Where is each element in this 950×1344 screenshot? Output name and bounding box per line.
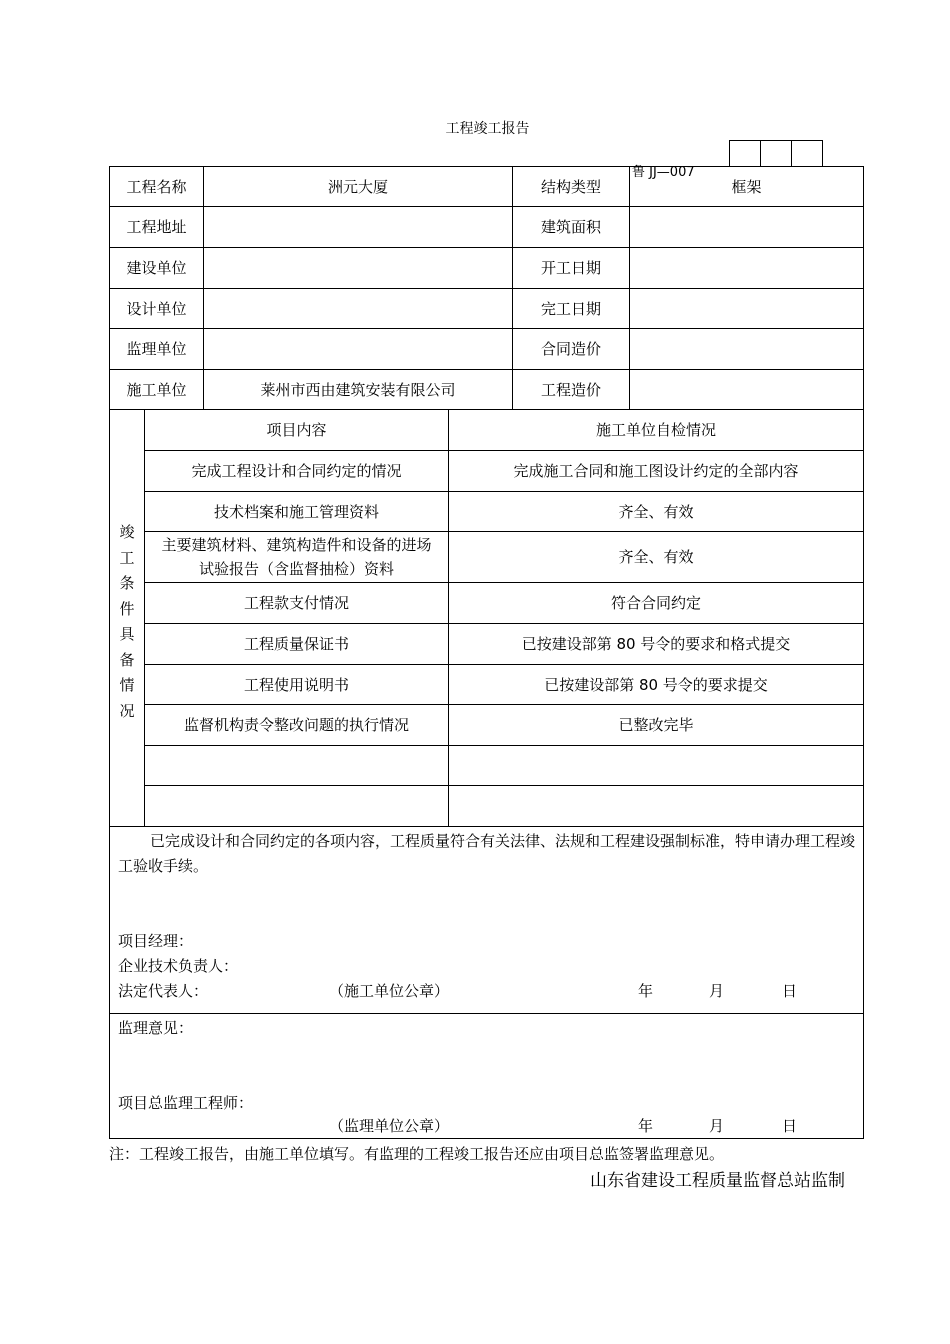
value-design-unit [204, 289, 512, 328]
label-construction-unit: 施工单位 [126, 380, 187, 399]
legal-rep-label: 法定代表人： [118, 982, 209, 1000]
value-project-name: 洲元大厦 [327, 177, 388, 196]
value-contract-price [630, 329, 863, 369]
label-project-address: 工程地址 [126, 218, 187, 236]
value-supervision-unit [204, 329, 512, 369]
label-owner-unit: 建设单位 [126, 259, 187, 277]
label-structure-type: 结构类型 [540, 177, 601, 196]
condition-check: 已整改完毕 [618, 716, 694, 734]
supervision-seal-label: （监理单位公章） [329, 1117, 450, 1135]
condition-check: 齐全、有效 [618, 502, 694, 521]
condition-item-empty [145, 746, 448, 785]
date-year: 年 [638, 1117, 654, 1135]
condition-side-label: 竣 工 条 件 具 备 情 况 [119, 523, 135, 720]
footnote: 注：工程竣工报告，由施工单位填写。有监理的工程竣工报告还应由项目总监签署监理意见。 [109, 1145, 725, 1163]
issuer: 山东省建设工程质量监督总站监制 [590, 1171, 845, 1191]
label-building-area: 建筑面积 [540, 218, 601, 236]
page-title: 工程竣工报告 [445, 121, 530, 137]
label-completion-date: 完工日期 [540, 299, 601, 318]
condition-item: 主要建筑材料、建筑构造件和设备的进场 试验报告（含监督抽检）资料 [161, 536, 432, 578]
supervision-opinion-label: 监理意见： [118, 1019, 194, 1037]
date-year: 年 [638, 982, 654, 1000]
value-completion-date [630, 289, 863, 328]
value-start-date [630, 248, 863, 288]
condition-check: 符合合同约定 [610, 594, 701, 612]
header-self-check: 施工单位自检情况 [595, 421, 716, 439]
label-contract-price: 合同造价 [540, 340, 601, 358]
value-project-cost [630, 370, 863, 409]
label-start-date: 开工日期 [540, 259, 601, 277]
tech-lead-label: 企业技术负责人： [118, 957, 239, 975]
serial-number-boxes [729, 140, 823, 166]
condition-item: 完成工程设计和合同约定的情况 [191, 462, 402, 480]
date-day: 日 [782, 1117, 798, 1135]
date-month: 月 [709, 1117, 725, 1135]
label-project-cost: 工程造价 [540, 380, 601, 399]
value-project-address [204, 207, 512, 247]
date-day: 日 [782, 982, 798, 1000]
project-manager-label: 项目经理： [118, 932, 194, 950]
condition-check: 齐全、有效 [618, 548, 694, 566]
header-item-content: 项目内容 [266, 421, 327, 439]
label-design-unit: 设计单位 [126, 299, 187, 318]
condition-check-empty [449, 786, 863, 826]
condition-item: 工程款支付情况 [243, 594, 349, 612]
condition-item: 工程使用说明书 [243, 675, 349, 694]
condition-check: 完成施工合同和施工图设计约定的全部内容 [513, 462, 799, 480]
value-building-area [630, 207, 863, 247]
condition-item: 监督机构责令整改问题的执行情况 [183, 716, 409, 734]
condition-check: 已按建设部第 80 号令的要求提交 [544, 675, 768, 694]
condition-check: 已按建设部第 80 号令的要求和格式提交 [521, 635, 791, 653]
date-month: 月 [709, 982, 725, 1000]
condition-item: 技术档案和施工管理资料 [213, 502, 379, 521]
chief-engineer-label: 项目总监理工程师： [118, 1094, 254, 1112]
construction-seal-label: （施工单位公章） [329, 982, 450, 1000]
condition-item-empty [145, 786, 448, 826]
declaration-text: 已完成设计和合同约定的各项内容，工程质量符合有关法律、法规和工程建设强制标准，特申请办理工程竣工验收手续。 [118, 832, 856, 875]
label-supervision-unit: 监理单位 [126, 340, 187, 358]
value-structure-type: 框架 [731, 177, 762, 196]
value-construction-unit: 莱州市西由建筑安装有限公司 [260, 380, 456, 399]
condition-check-empty [449, 746, 863, 785]
form-code: 鲁 JJ—007 [632, 165, 695, 180]
condition-item: 工程质量保证书 [243, 635, 349, 653]
label-project-name: 工程名称 [126, 177, 187, 196]
value-owner-unit [204, 248, 512, 288]
